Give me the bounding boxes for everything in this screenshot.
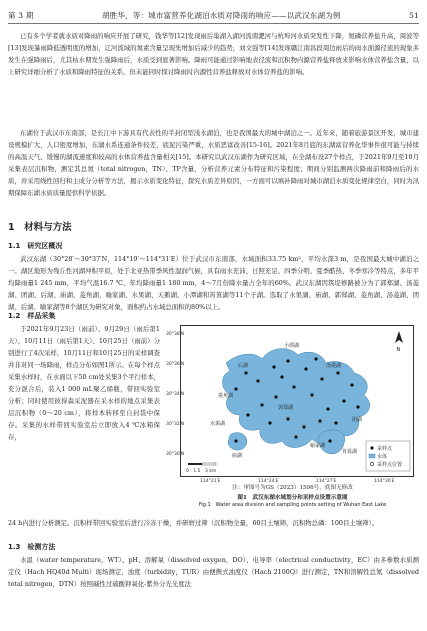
lake-label: 郭郑湖 xyxy=(278,405,294,411)
figure-caption-cn: 图1 武汉东湖水域划分和采样点设置示意图 xyxy=(237,495,348,501)
sampling-point xyxy=(292,385,295,388)
lake-label: 小潭湖 xyxy=(284,343,300,349)
sampling-point xyxy=(256,379,259,382)
study-area-paragraph: 武汉东湖（30°28′～30°37′N，114°19′～114°31′E）位于武汉市东南部，水域面积33.75 km²，平均水深3 m，是我国最大城中湖泊之一。湖区地形为残丘性河湖冲积平原，处于北亚热带季风性湿润气候，具有雨水充沛、日照充足、四季分明、夏季酷热、冬季寒冷等特点，多年平均降雨量1 245 mm，平均气温16.7 ℃，年均降雨量1 180 mm，4～7月份降水量占全年的60%。武汉东湖因筑堤修路被分为了郭郑湖、汤菱湖、团湖、后湖、庙湖、菱角湖、喻家湖、水果湖、天鹅湖、小潭湖和筲箕湖等11个子湖。选取了水果湖、庙湖、郭郑湖、菱角湖、汤菱湖、团湖、后湖、喻家湖等8个湖区为研究对象，面积约占水域总面积的80%以上。 xyxy=(8,255,419,311)
sampling-point xyxy=(356,405,359,408)
lake-label: 后湖 xyxy=(238,363,249,369)
figure-caption-en: Fig.1 Water area division and sampling points setting of Wuhan East Lake xyxy=(198,502,387,508)
lat-label: 30°32′N xyxy=(166,422,185,427)
sampling-point xyxy=(326,407,329,410)
lon-label: 114°21′E xyxy=(200,479,221,483)
sampling-point xyxy=(336,371,339,374)
lake-label: 汤菱湖 xyxy=(326,363,342,369)
legend-item: 水体 xyxy=(377,454,388,460)
running-header xyxy=(8,8,419,22)
sampling-point xyxy=(260,403,263,406)
sampling-point xyxy=(304,367,307,370)
north-arrow-icon xyxy=(395,331,403,353)
sampling-point xyxy=(246,413,249,416)
sampling-point xyxy=(350,383,353,386)
map-graphic xyxy=(166,323,419,483)
lake-label: 团湖 xyxy=(352,417,363,423)
sampling-point xyxy=(234,439,237,442)
section-heading-methods: 1 材料与方法 xyxy=(8,222,72,233)
page-number: 51 xyxy=(409,10,419,20)
sampling-paragraph-tail: 24 h内进行分析测定。沉积样带回实验室后进行冷冻干燥，并研磨过筛（沉积物全量，60目土壤筛，沉积物总磷：100目土壤筛）。 xyxy=(8,519,379,527)
svg-text:N: N xyxy=(396,347,401,353)
lat-label: 30°38′N xyxy=(166,332,185,337)
lon-label: 114°30′E xyxy=(374,479,395,483)
sampling-point xyxy=(234,387,237,390)
issue-number: 第 3 期 xyxy=(8,10,34,20)
sampling-point xyxy=(342,399,345,402)
legend-item: 采样点位置 xyxy=(377,462,403,468)
lon-label: 114°24′E xyxy=(258,479,279,483)
svg-text:0 1.5 3 km: 0 1.5 3 km xyxy=(186,469,217,474)
header-rule xyxy=(8,23,419,24)
subsection-heading-study-area: 1.1 研究区概况 xyxy=(8,242,63,250)
subsection-heading-methods: 1.3 检测方法 xyxy=(8,543,56,551)
sampling-paragraph: 于2021年9月23日（雨前）、9月29日（雨后第1天）、10月11日（雨后第1天）、10月25日（雨前）分别进行了4次采样，10月11日和10月25日的采样调查并非对同一场降雨，样点分布如图1所示。在每个样点采集水样时，在水面以下50 cm处采集3个平行样本，充分混合后，装入1 000 mL聚乙烯瓶，带回实验室分析；同时使用彼得森采泥器在采水样的地点采集表层沉积物（0～20 cm），将样本转移至自封袋中保存。采集的水样带回实验室后立即放入4 ℃冰箱保存， xyxy=(8,325,160,441)
sampling-point xyxy=(280,375,283,378)
figure-note: 注：审图号为GS（2023）1506号，底图无修改 xyxy=(232,485,353,491)
lake-label: 菱角湖 xyxy=(218,393,234,399)
sampling-point xyxy=(244,371,247,374)
sampling-point xyxy=(268,421,271,424)
map-legend xyxy=(366,441,410,471)
lat-label: 30°36′N xyxy=(166,362,185,367)
running-title: 胡胜华，等：城市富营养化湖泊水质对降雨的响应——以武汉东湖为例 xyxy=(101,10,341,20)
intro-paragraph-1: 已有多个学者就水质对降雨的响应开展了研究，钱华等[12]发现雨后巢湖入湖河流南淝河与杭埠河水质突发性下降，氮磷营养盐升高，周波等[13]发现暴雨降低透明度的增加，辽河流域的氮素含量呈现先增加后减少的趋势，刘文强等[14]发现赣江南昌段周边雨后的雨水面源径流的现象多发生在强降雨后，尤其枯水期发生强降雨后，水质受到显著影响。降雨可能通过影响地表径流和沉积物内源营养盐释放来影响水体营养盐含量，以上研究详细分析了水质和降雨特征的关系，但未能同时探讨降雨时内源性营养盐释放对水体营养盐的影响。 xyxy=(8,32,419,76)
sampling-point xyxy=(286,417,289,420)
lake-label: 喻家湖 xyxy=(310,443,326,449)
figure-1 xyxy=(166,323,419,508)
scale-bar xyxy=(186,463,216,474)
sampling-point xyxy=(294,435,297,438)
intro-paragraph-2: 东湖位于武汉市东南部，是长江中下游具有代表性的半封闭型浅水湖泊，也是我国最大的城中湖泊之一。近年来，随着旅游景区开发，城市建设规模扩大，人口密度增加，东湖水系连通条件较差，底泥污染严重，水质恶富改善[15-16]。2021年8月底的东湖富营养化华事件很可能与持续的高温天气、缓慢的湖流速度和较高的水体营养盐含量相关[15]。本研究以武汉东湖作为研究区域，在全湖布设27个样点，于2021年9月至10月采集表层沉积物，测定其总氮（total nitrogen，TN）、TP含量，分析营养元素分布特征和污染程度；期间分别监测两次降雨前和降雨后的水质，并采用线性回归和主成分分析等方法，揭示水质变化特征，探究水质差异原因，一方面可以填补降雨对城市湖泊水质变化规律空白，同时为汛期保障东湖水质质量提供科学依据。 xyxy=(8,129,419,197)
methods-paragraph: 水温（water temperature，WT）、pH、溶解氧（dissolved oxygen，DO）、电导率（electrical conductivity，EC）由多参数水质测定仪（Hach HQ40d Multi）现场测定，浊度（turbidity，TUR）由便携式浊度仪（Hach 2100Q）进行测定，TN和溶解性总氮（dissolved total nitrogen，DTN）按照碱性过硫酸钾氧化-紫外分光光度法 xyxy=(8,556,419,588)
sampling-point xyxy=(318,419,321,422)
lon-label: 114°27′E xyxy=(316,479,337,483)
sampling-point xyxy=(314,357,317,360)
lake-label: 水果湖 xyxy=(210,421,226,427)
lake-label: 庙湖 xyxy=(232,453,243,459)
sampling-point xyxy=(328,439,331,442)
sampling-point xyxy=(310,393,313,396)
lake-south-lobe xyxy=(319,430,345,454)
sampling-point xyxy=(272,365,275,368)
sampling-point xyxy=(274,395,277,398)
lake-label: 筲箕湖 xyxy=(342,449,358,455)
sampling-point xyxy=(286,359,289,362)
lat-label: 30°34′N xyxy=(166,392,185,397)
subsection-heading-sampling: 1.2 样品采集 xyxy=(8,312,56,320)
lat-label: 30°30′N xyxy=(166,452,185,457)
sampling-point xyxy=(302,425,305,428)
sampling-point xyxy=(320,377,323,380)
sampling-point xyxy=(334,421,337,424)
legend-item: 采样点 xyxy=(377,446,393,452)
